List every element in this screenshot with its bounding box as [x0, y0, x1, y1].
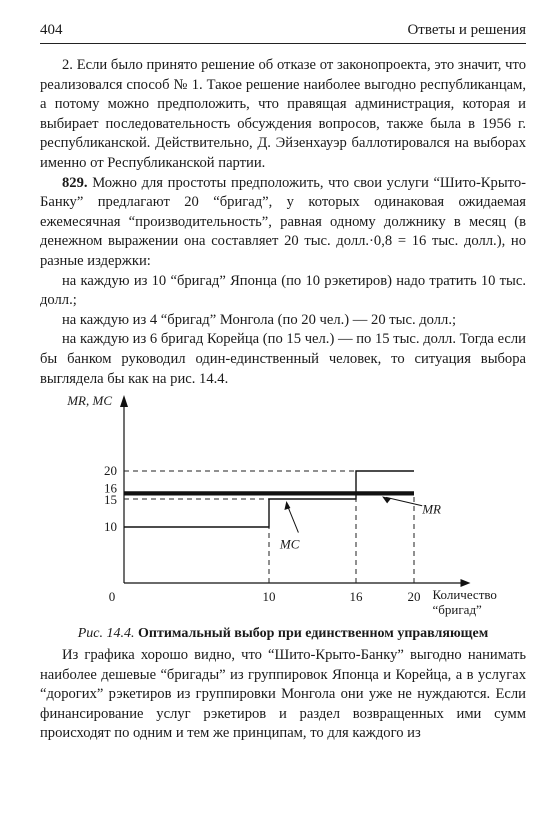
x-axis-label-line2: “бригад” — [432, 602, 482, 618]
chart-svg — [40, 391, 526, 623]
page — [40, 22, 526, 744]
figure-14-4 — [40, 391, 526, 623]
y-tick-label: 16 — [104, 480, 117, 496]
y-axis-label: MR, MC — [67, 393, 112, 409]
x-axis-arrow — [461, 579, 471, 587]
x-tick-label: 16 — [349, 589, 363, 605]
problem-text: Можно для простоты предположить, что свои услуги “Шито-Крыто-Банку” предлагают 20 “бригад”, у которых одинаковая ожидаемая ежемесячная “производительность”, равная одному должнику в месяц (в денежном выражении она составляет 20 тыс. долл.·0,8 = 16 тыс. долл.), но разные издержки: — [40, 174, 526, 269]
problem-number: 829. — [62, 174, 88, 191]
mr-pointer-line — [386, 497, 422, 505]
y-tick-label: 20 — [104, 463, 117, 479]
paragraph: Из графика хорошо видно, что “Шито-Крыто-Банку” выгодно нанимать наиболее дешевые “бригады” из группировок Японца и Корейца, а в услугах “дорогих” рэкетиров из группировки Монгола они уже не нуждаются. Если финансирование услуг рэкетиров и раздел возвращенных ими сумм происходят по одним и тем же принципам, то для каждого из — [40, 647, 526, 742]
x-tick-label: 10 — [262, 589, 276, 605]
x-axis-label: Количество — [432, 587, 497, 603]
body-text-bottom — [40, 646, 526, 744]
section-title: Ответы и решения — [407, 22, 526, 38]
y-axis-arrow — [120, 395, 128, 407]
mr-pointer-arrowhead — [382, 496, 391, 503]
caption-title: Оптимальный выбор при единственном управляющем — [138, 626, 489, 642]
list-paragraph: на каждую из 10 “бригад” Японца (по 10 рэкетиров) надо тратить 10 тыс. долл.; — [40, 272, 526, 309]
caption-label: Рис. 14.4. — [77, 626, 135, 642]
mc-label: MC — [279, 536, 300, 552]
y-tick-label: 15 — [104, 492, 117, 508]
paragraph: 2. Если было принято решение об отказе от законопроекта, это значит, что реализовался способ № 1. Такое решение наиболее выгодно республиканцам, а потому можно предположить, что правящая администрация, которая и выбирает последовательность обсуждения вопросов, также была в 1956 г. республиканской. Действительно, Д. Эйзенхауэр баллотировался на выборах именно от Республиканской партии. — [40, 57, 526, 171]
list-paragraph: на каждую из 6 бригад Корейца (по 15 чел.) — по 15 тыс. долл. Тогда если бы банком руководил один-единственный человек, то ситуация выбора выглядела бы как на рис. 14.4. — [40, 331, 526, 387]
list-paragraph: на каждую из 4 “бригад” Монгола (по 20 чел.) — 20 тыс. долл.; — [62, 311, 457, 328]
running-header — [40, 22, 526, 44]
x-tick-label: 20 — [407, 589, 421, 605]
x-tick-label: 0 — [108, 589, 116, 605]
problem-paragraph — [40, 174, 526, 272]
mc-pointer-arrowhead — [284, 501, 290, 510]
figure-caption — [40, 625, 526, 642]
mr-label: MR — [422, 501, 441, 517]
body-text — [40, 56, 526, 389]
y-tick-label: 10 — [104, 519, 117, 535]
page-number: 404 — [40, 22, 63, 38]
series-mc-line — [124, 471, 414, 527]
